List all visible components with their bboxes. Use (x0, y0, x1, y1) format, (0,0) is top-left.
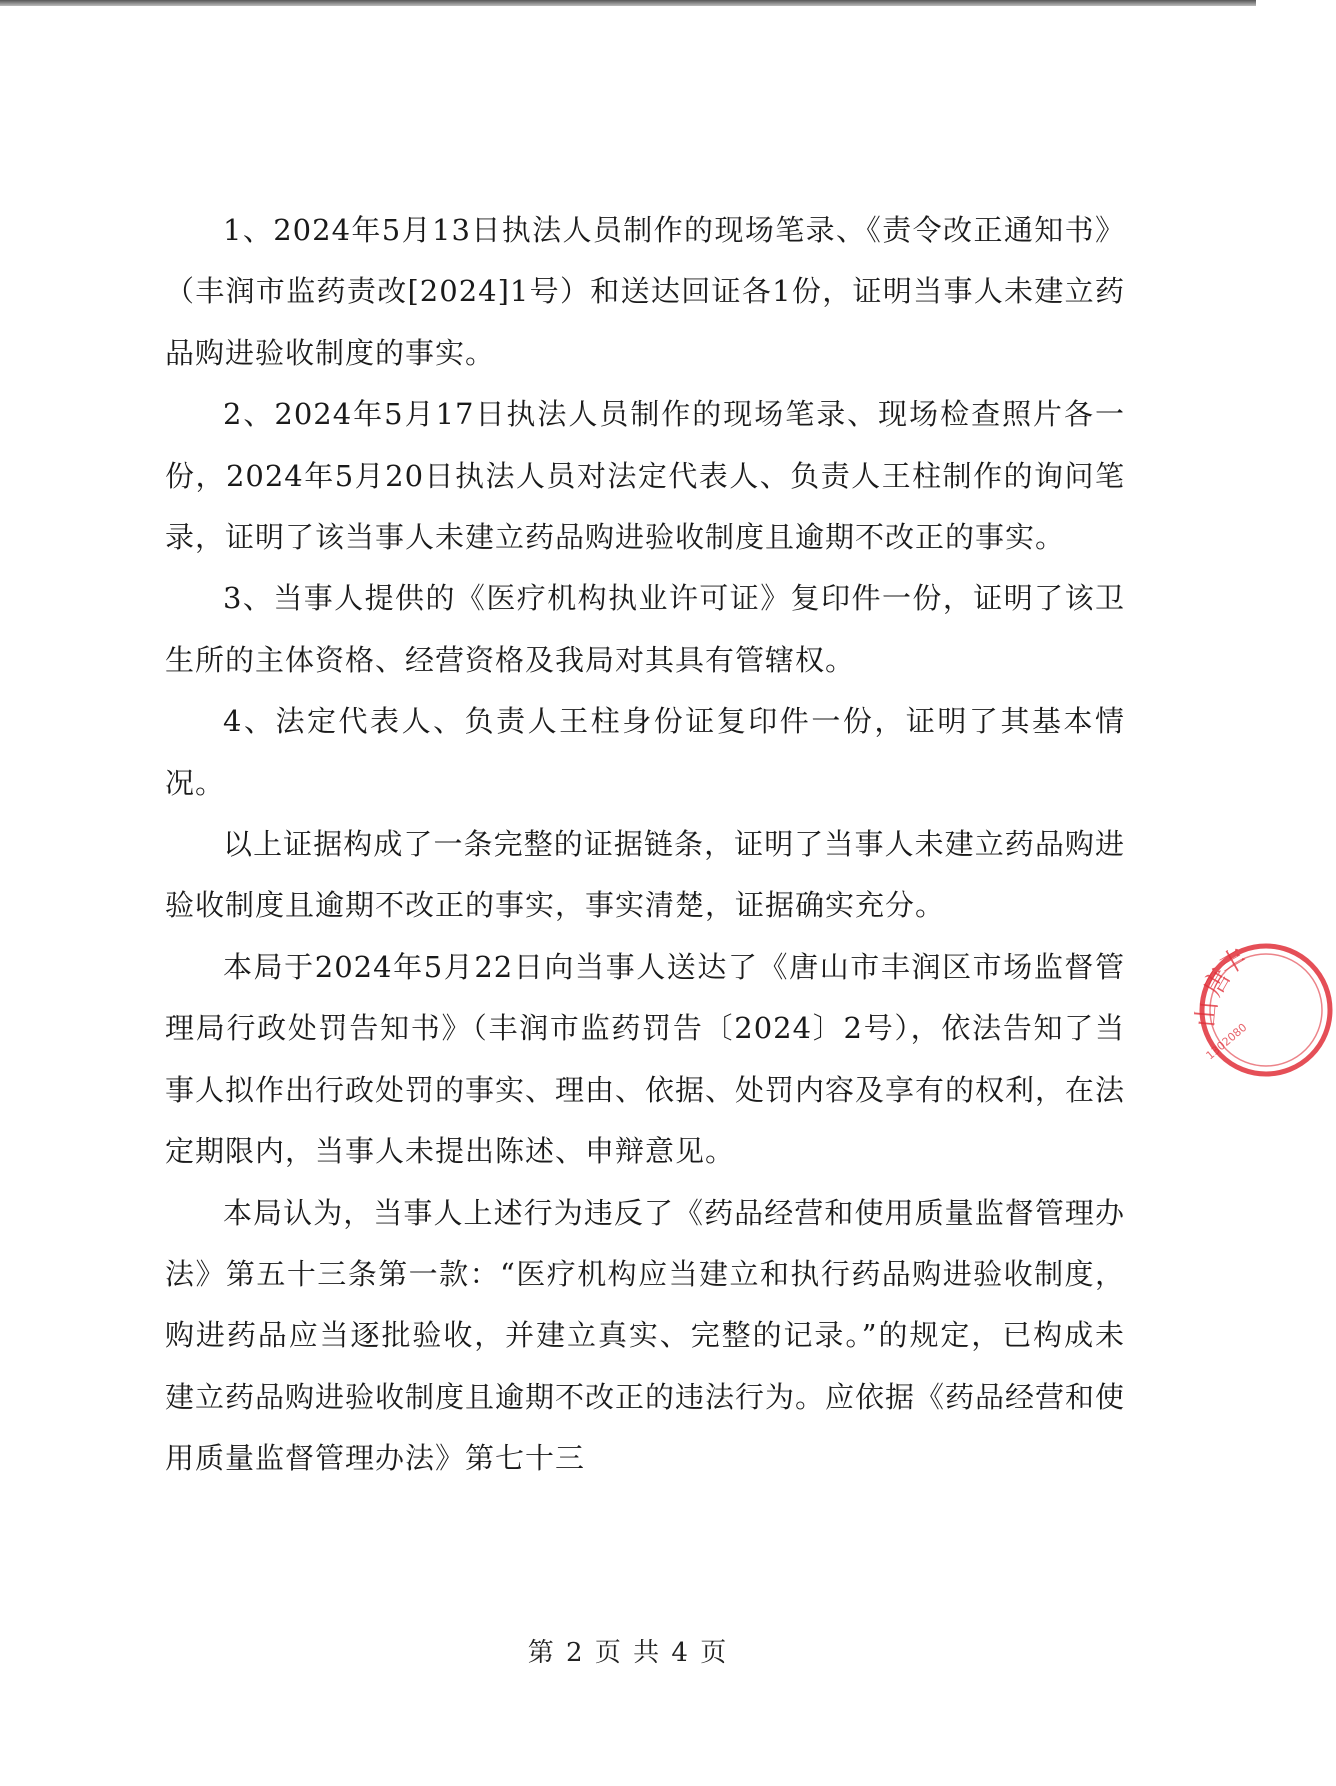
document-body (165, 200, 1125, 1490)
seal-icon (1191, 940, 1336, 1080)
page-footer: 第 2 页 共 4 页 (527, 1638, 729, 1668)
paragraph-evidence-4: 4、法定代表人、负责人王柱身份证复印件一份，证明了其基本情况。 (165, 704, 1125, 800)
paragraph-evidence-1: 1、2024年5月13日执法人员制作的现场笔录、《责令改正通知书》（丰润市监药责改[2024]1号）和送达回证各1份，证明当事人未建立药品购进验收制度的事实。 (165, 213, 1125, 370)
paragraph-evidence-summary: 以上证据构成了一条完整的证据链条，证明了当事人未建立药品购进验收制度且逾期不改正的事实，事实清楚，证据确实充分。 (165, 827, 1125, 923)
scan-top-edge (0, 0, 1256, 6)
official-seal-stamp (1191, 940, 1336, 1080)
paragraph-notice: 本局于2024年5月22日向当事人送达了《唐山市丰润区市场监督管理局行政处罚告知书》（丰润市监药罚告〔2024〕2号），依法告知了当事人拟作出行政处罚的事实、理由、依据、处罚内容及享有的权利，在法定期限内，当事人未提出陈述、申辩意见。 (165, 949, 1126, 1169)
paragraph-evidence-2: 2、2024年5月17日执法人员制作的现场笔录、现场检查照片各一份，2024年5月20日执法人员对法定代表人、负责人王柱制作的询问笔录，证明了该当事人未建立药品购进验收制度且逾期不改正的事实。 (165, 397, 1125, 555)
paragraph-evidence-3: 3、当事人提供的《医疗机构执业许可证》复印件一份，证明了该卫生所的主体资格、经营资格及我局对其具有管辖权。 (165, 581, 1125, 677)
svg-text:山: 山 (1191, 1000, 1224, 1029)
svg-text:1302080: 1302080 (1203, 1020, 1250, 1063)
svg-text:唐: 唐 (1198, 963, 1238, 1002)
svg-text:丰: 丰 (1214, 943, 1253, 983)
paragraph-finding: 本局认为，当事人上述行为违反了《药品经营和使用质量监督管理办法》第五十三条第一款：“医疗机构应当建立和执行药品购进验收制度，购进药品应当逐批验收，并建立真实、完整的记录。”的规定，已构成未建立药品购进验收制度且逾期不改正的违法行为。应依据《药品经营和使用质量监督管理办法》第七十三 (165, 1195, 1126, 1476)
